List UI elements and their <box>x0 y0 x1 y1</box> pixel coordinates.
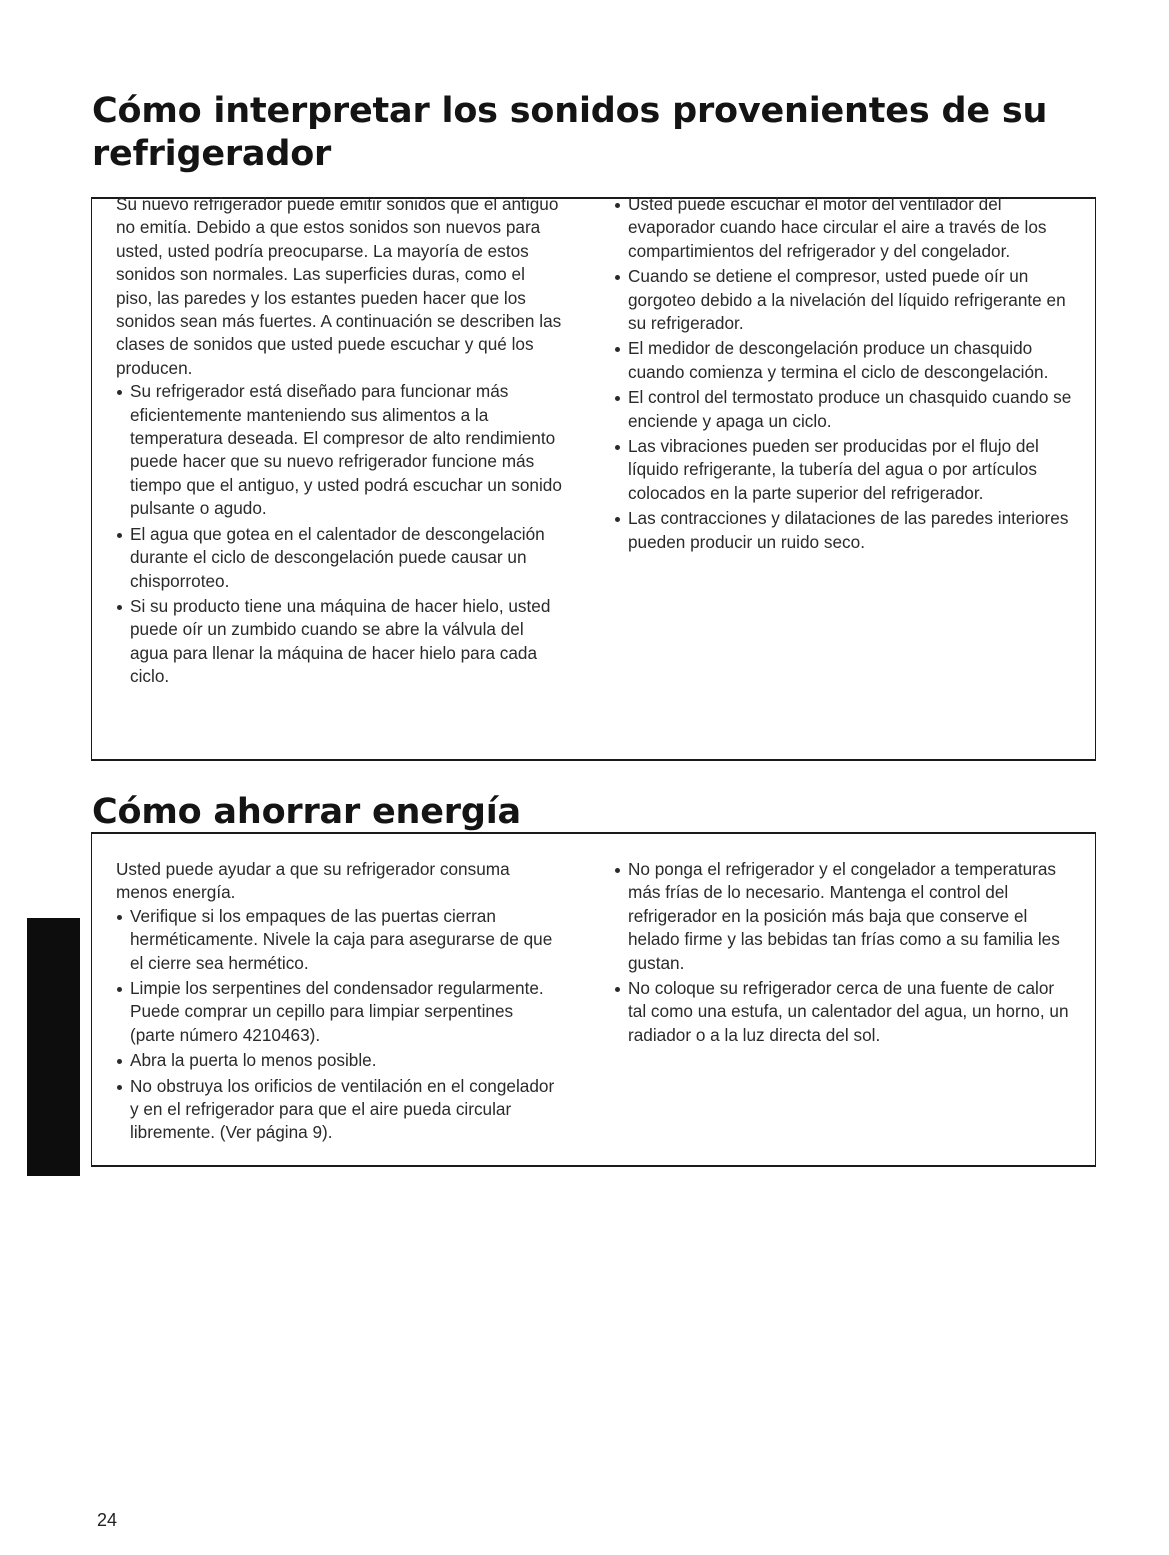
bullet-icon <box>117 390 122 395</box>
sounds-left-column <box>116 193 562 691</box>
energy-right-bullet-list <box>614 858 1076 1047</box>
section-tab-marker <box>27 918 80 1176</box>
energy-left-column <box>116 858 562 1147</box>
sounds-left-bullet-list <box>116 380 562 688</box>
list-item: Si su producto tiene una máquina de hacer hielo, usted puede oír un zumbido cuando se abre la válvula del agua para llenar la máquina de hacer hielo para cada ciclo. <box>116 595 562 689</box>
bullet-icon <box>615 347 620 352</box>
bullet-icon <box>117 987 122 992</box>
list-item: El medidor de descongelación produce un chasquido cuando comienza y termina el ciclo de descongelación. <box>614 337 1074 384</box>
sounds-info-box <box>91 194 1096 761</box>
list-item: Las contracciones y dilataciones de las paredes interiores pueden producir un ruido seco. <box>614 507 1074 554</box>
energy-left-bullet-list <box>116 905 562 1145</box>
energy-right-column <box>614 858 1076 1049</box>
bullet-icon <box>117 915 122 920</box>
bullet-icon <box>615 517 620 522</box>
list-item: El control del termostato produce un chasquido cuando se enciende y apaga un ciclo. <box>614 386 1074 433</box>
bullet-icon <box>117 1059 122 1064</box>
list-item: No ponga el refrigerador y el congelador a temperaturas más frías de lo necesario. Mantenga el control del refrigerador en la posición más baja que conserve el helado firme y las bebidas tan frías como a su familia les gustan. <box>614 858 1076 975</box>
list-item: Usted puede escuchar el motor del ventilador del evaporador cuando hace circular el aire a través de los compartimientos del refrigerador y del congelador. <box>614 193 1074 263</box>
bullet-icon <box>615 445 620 450</box>
sounds-right-column <box>614 193 1074 556</box>
bullet-icon <box>615 987 620 992</box>
bullet-icon <box>615 203 620 208</box>
list-item: No coloque su refrigerador cerca de una fuente de calor tal como una estufa, un calentador del agua, un horno, un radiador o a la luz directa del sol. <box>614 977 1076 1047</box>
page-number: 24 <box>97 1510 118 1530</box>
bullet-icon <box>615 396 620 401</box>
sounds-intro-paragraph: Su nuevo refrigerador puede emitir sonidos que el antiguo no emitía. Debido a que estos sonidos son nuevos para usted, usted podría preocuparse. La mayoría de estos sonidos son normales. Las superficies duras, como el piso, las paredes y los estantes pueden hacer que los sonidos sean más fuertes. A continuación se describen las clases de sonidos que usted puede escuchar y qué los producen. <box>116 194 562 378</box>
list-item: No obstruya los orificios de ventilación en el congelador y en el refrigerador para que el aire pueda circular libremente. (Ver página 9). <box>116 1075 562 1145</box>
bullet-icon <box>117 533 122 538</box>
list-item: Su refrigerador está diseñado para funcionar más eficientemente manteniendo sus alimentos a la temperatura deseada. El compresor de alto rendimiento puede hacer que su nuevo refrigerador funcione más tiempo que el antiguo, y usted podrá escuchar un sonido pulsante o agudo. <box>116 380 562 520</box>
list-item: Limpie los serpentines del condensador regularmente. Puede comprar un cepillo para limpiar serpentines (parte número 4210463). <box>116 977 562 1047</box>
energy-intro-paragraph: Usted puede ayudar a que su refrigerador consuma menos energía. <box>116 859 510 903</box>
energy-info-box <box>91 832 1096 1167</box>
bullet-icon <box>615 275 620 280</box>
list-item: Abra la puerta lo menos posible. <box>116 1049 562 1072</box>
bullet-icon <box>615 868 620 873</box>
list-item: Verifique si los empaques de las puertas cierran herméticamente. Nivele la caja para asegurarse de que el cierre sea hermético. <box>116 905 562 975</box>
bullet-icon <box>117 1085 122 1090</box>
bullet-icon <box>117 605 122 610</box>
list-item: El agua que gotea en el calentador de descongelación durante el ciclo de descongelación puede causar un chisporroteo. <box>116 523 562 593</box>
list-item: Cuando se detiene el compresor, usted puede oír un gorgoteo debido a la nivelación del líquido refrigerante en su refrigerador. <box>614 265 1074 335</box>
section-title-sounds: Cómo interpretar los sonidos provenientes de su refrigerador <box>92 91 1048 174</box>
list-item: Las vibraciones pueden ser producidas por el flujo del líquido refrigerante, la tubería del agua o por artículos colocados en la parte superior del refrigerador. <box>614 435 1074 505</box>
section-title-energy: Cómo ahorrar energía <box>92 792 521 832</box>
sounds-right-bullet-list <box>614 193 1074 554</box>
